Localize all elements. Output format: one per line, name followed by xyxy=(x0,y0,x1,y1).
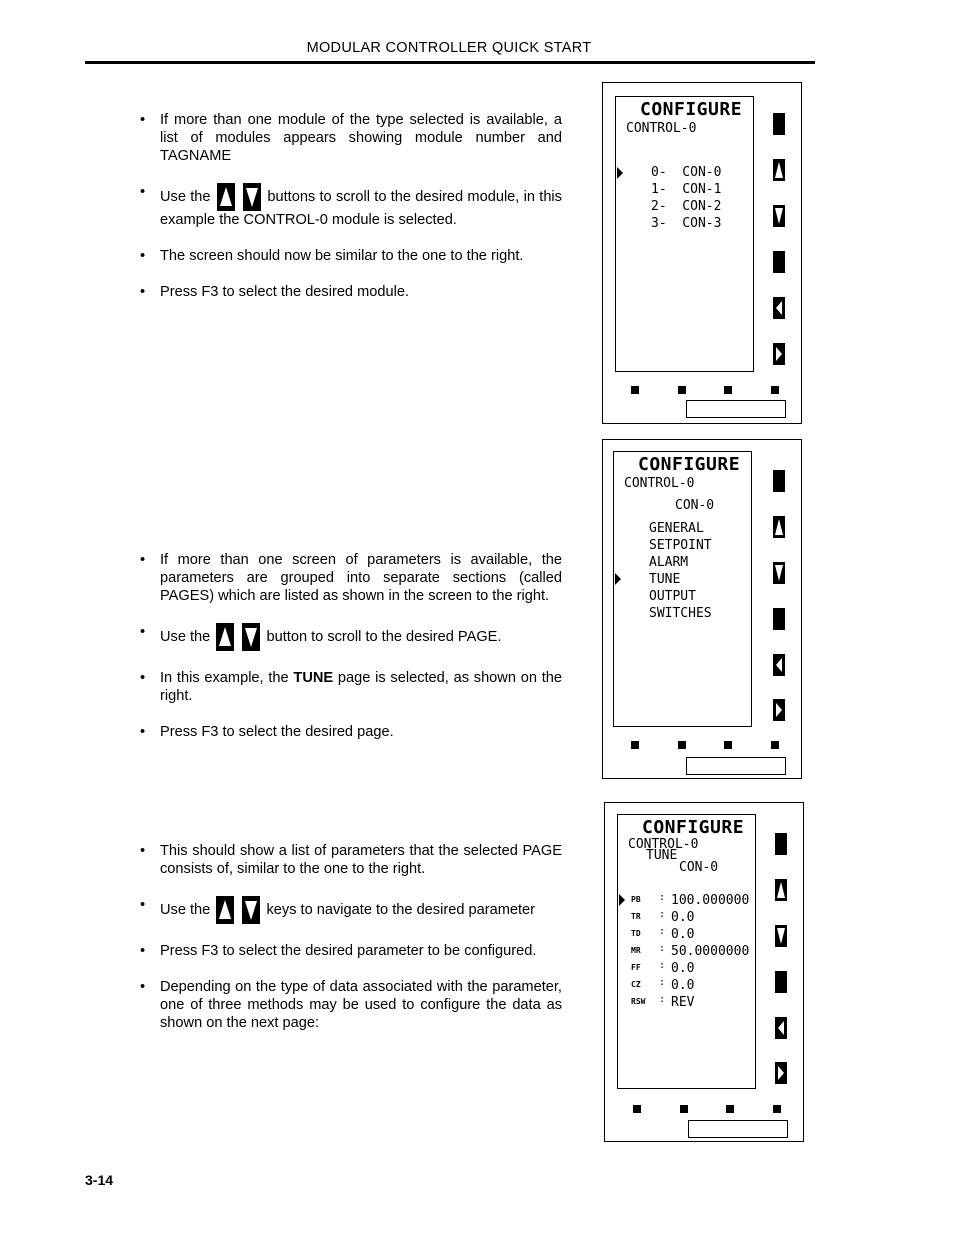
softkey-4[interactable] xyxy=(771,386,779,394)
softkey-4[interactable] xyxy=(773,1105,781,1113)
softkey-2[interactable] xyxy=(678,386,686,394)
lcd-screen xyxy=(617,814,756,1089)
bullet-item: • Press F3 to select the desired module. xyxy=(140,283,562,301)
status-display xyxy=(688,1120,788,1138)
right-key[interactable] xyxy=(775,1062,787,1084)
softkey-3[interactable] xyxy=(724,386,732,394)
right-key[interactable] xyxy=(773,343,785,365)
lcd-screen xyxy=(615,96,754,372)
softkey-3[interactable] xyxy=(726,1105,734,1113)
bullet-item: • If more than one screen of parameters is available, the parameters are grouped into separate sections (called PAGES) which are listed as shown in the screen to the right. xyxy=(140,551,562,605)
section-parameter-select xyxy=(140,842,562,1032)
softkey-2[interactable] xyxy=(680,1105,688,1113)
parameter-separator: : xyxy=(659,943,666,954)
bullet-item: • In this example, the TUNE page is selected, as shown on the right. xyxy=(140,669,562,705)
bullet-item: • Press F3 to select the desired parameter to be configured. xyxy=(140,942,562,960)
screen-subtitle: CONTROL-0 xyxy=(628,837,699,852)
bullet-item: • The screen should now be similar to the one to the right. xyxy=(140,247,562,265)
page-option[interactable]: SWITCHES xyxy=(649,606,712,621)
parameter-value[interactable]: 0.0 xyxy=(671,961,695,976)
parameter-separator: : xyxy=(659,977,666,988)
parameter-value[interactable]: 50.0000000 xyxy=(671,944,750,959)
parameter-label: FF xyxy=(631,963,641,972)
parameter-value[interactable]: 0.0 xyxy=(671,910,695,925)
bullet-item: • Press F3 to select the desired page. xyxy=(140,723,562,741)
device-panel-2 xyxy=(602,439,802,779)
bullet-item: • Use the keys to navigate to the desired parameter xyxy=(140,896,562,924)
page-number: 3-14 xyxy=(85,1172,114,1188)
status-display xyxy=(686,400,786,418)
up-arrow-key-icon xyxy=(217,183,235,211)
f2-key[interactable] xyxy=(773,608,785,630)
screen-tag: CON-0 xyxy=(679,860,719,875)
status-display xyxy=(686,757,786,775)
softkey-1[interactable] xyxy=(633,1105,641,1113)
screen-title: CONFIGURE xyxy=(638,454,741,475)
down-key[interactable] xyxy=(773,205,785,227)
device-panel-3 xyxy=(604,802,804,1142)
selection-cursor-icon xyxy=(615,573,621,585)
f1-key[interactable] xyxy=(775,833,787,855)
parameter-separator: : xyxy=(659,926,666,937)
bullet-item: • Use the buttons to scroll to the desired module, in this example the CONTROL-0 module is selected. xyxy=(140,183,562,229)
up-key[interactable] xyxy=(773,516,785,538)
parameter-separator: : xyxy=(659,994,666,1005)
screen-tag: CON-0 xyxy=(675,498,715,513)
parameter-separator: : xyxy=(659,892,666,903)
page-option[interactable]: ALARM xyxy=(649,555,689,570)
selection-cursor-icon xyxy=(617,167,623,179)
bullet-item: • This should show a list of parameters that the selected PAGE consists of, similar to the one to the right. xyxy=(140,842,562,878)
softkey-1[interactable] xyxy=(631,741,639,749)
softkey-2[interactable] xyxy=(678,741,686,749)
parameter-label: TD xyxy=(631,929,641,938)
page-option[interactable]: SETPOINT xyxy=(649,538,712,553)
screen-title: CONFIGURE xyxy=(640,99,743,120)
parameter-value[interactable]: REV xyxy=(671,995,695,1010)
f1-key[interactable] xyxy=(773,470,785,492)
up-arrow-key-icon xyxy=(216,623,234,651)
parameter-label: MR xyxy=(631,946,641,955)
module-row[interactable]: 3- CON-3 xyxy=(651,216,722,231)
selection-cursor-icon xyxy=(619,894,625,906)
f2-key[interactable] xyxy=(775,971,787,993)
down-key[interactable] xyxy=(775,925,787,947)
softkey-3[interactable] xyxy=(724,741,732,749)
page-option[interactable]: OUTPUT xyxy=(649,589,696,604)
bullet-item: • Depending on the type of data associated with the parameter, one of three methods may be used to configure the data as shown on the next page: xyxy=(140,978,562,1032)
module-row[interactable]: 0- CON-0 xyxy=(651,165,722,180)
module-row[interactable]: 2- CON-2 xyxy=(651,199,722,214)
module-row[interactable]: 1- CON-1 xyxy=(651,182,722,197)
up-arrow-key-icon xyxy=(216,896,234,924)
screen-subtitle: CONTROL-0 xyxy=(624,476,695,491)
screen-page-name: TUNE xyxy=(646,848,678,863)
parameter-label: CZ xyxy=(631,980,641,989)
parameter-value[interactable]: 0.0 xyxy=(671,927,695,942)
page-header: MODULAR CONTROLLER QUICK START xyxy=(306,40,592,56)
parameter-separator: : xyxy=(659,909,666,920)
down-arrow-key-icon xyxy=(243,183,261,211)
left-key[interactable] xyxy=(773,297,785,319)
down-key[interactable] xyxy=(773,562,785,584)
parameter-label: PB xyxy=(631,895,641,904)
right-key[interactable] xyxy=(773,699,785,721)
parameter-value[interactable]: 100.000000 xyxy=(671,893,750,908)
down-arrow-key-icon xyxy=(242,623,260,651)
bullet-item: • If more than one module of the type selected is available, a list of modules appears showing module number and TAGNAME xyxy=(140,111,562,165)
f1-key[interactable] xyxy=(773,113,785,135)
up-key[interactable] xyxy=(773,159,785,181)
softkey-1[interactable] xyxy=(631,386,639,394)
bullet-item: • Use the button to scroll to the desired PAGE. xyxy=(140,623,562,651)
section-module-select xyxy=(140,111,562,301)
page-option[interactable]: GENERAL xyxy=(649,521,704,536)
screen-title: CONFIGURE xyxy=(642,817,745,838)
parameter-value[interactable]: 0.0 xyxy=(671,978,695,993)
parameter-separator: : xyxy=(659,960,666,971)
f2-key[interactable] xyxy=(773,251,785,273)
screen-subtitle: CONTROL-0 xyxy=(626,121,697,136)
down-arrow-key-icon xyxy=(242,896,260,924)
left-key[interactable] xyxy=(775,1017,787,1039)
lcd-screen xyxy=(613,451,752,727)
parameter-label: RSW xyxy=(631,997,646,1006)
header-rule xyxy=(85,61,815,64)
parameter-label: TR xyxy=(631,912,641,921)
up-key[interactable] xyxy=(775,879,787,901)
page-option[interactable]: TUNE xyxy=(649,572,681,587)
section-page-select xyxy=(140,551,562,741)
softkey-4[interactable] xyxy=(771,741,779,749)
device-panel-1 xyxy=(602,82,802,424)
left-key[interactable] xyxy=(773,654,785,676)
